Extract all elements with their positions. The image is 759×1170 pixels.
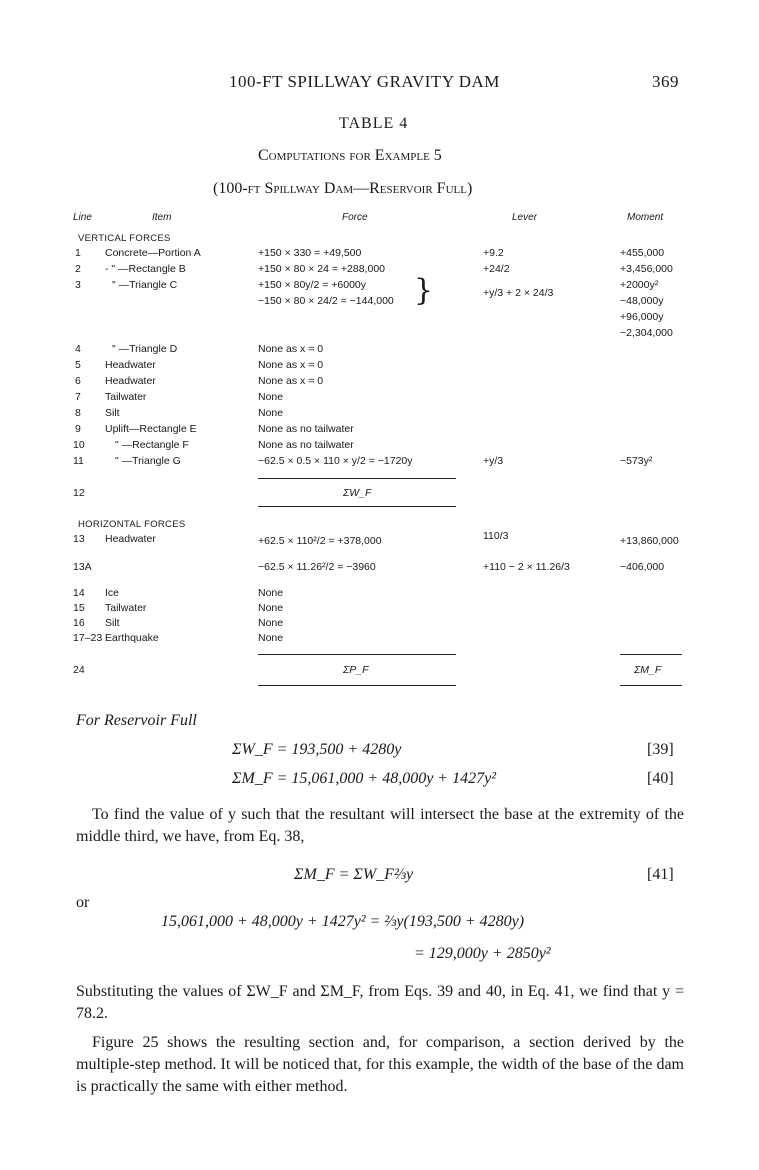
section-vertical: VERTICAL FORCES	[78, 233, 171, 244]
running-title: 100-FT SPILLWAY GRAVITY DAM	[229, 72, 500, 91]
section-horizontal: HORIZONTAL FORCES	[78, 519, 186, 530]
total-rule-bottom-force	[258, 685, 456, 686]
row1-force: +150 × 330 = +49,500	[258, 247, 362, 259]
row24-force: ΣP_F	[343, 664, 369, 676]
row24-moment: ΣM_F	[634, 664, 662, 676]
col-line: Line	[73, 212, 92, 223]
row15-line: 15	[73, 602, 85, 614]
paragraph-2: Substituting the values of ΣW_F and ΣM_F, from Eqs. 39 and 40, in Eq. 41, we find that y = 78.2.	[76, 983, 684, 1022]
table-subcaption: (100-ft Spillway Dam—Reservoir Full)	[213, 180, 473, 197]
col-force: Force	[342, 212, 368, 223]
row13-line: 13	[73, 533, 85, 545]
col-moment: Moment	[627, 212, 664, 223]
equation-39-number: [39]	[647, 741, 674, 758]
row4-line: 4	[75, 343, 81, 355]
row11-item: " —Triangle G	[115, 455, 181, 467]
row9-line: 9	[75, 423, 81, 435]
equation-40-number: [40]	[647, 770, 674, 787]
row24-line: 24	[73, 664, 85, 676]
row11-moment: −573y²	[620, 455, 653, 467]
row16-item: Silt	[105, 617, 120, 629]
for-reservoir-heading: For Reservoir Full	[76, 712, 197, 729]
col-item: Item	[152, 212, 172, 223]
row10-item: " —Rectangle F	[115, 439, 189, 451]
row2-moment: +3,456,000	[620, 263, 673, 275]
row11-line: 11	[73, 455, 84, 467]
equation-41: ΣM_F = ΣW_F⅔y	[294, 866, 414, 883]
paragraph-1: To find the value of y such that the resultant will intersect the base at the extremity of the middle third, we have, from Eq. 38,	[76, 806, 684, 845]
row13-item: Headwater	[105, 533, 156, 545]
row6-line: 6	[75, 375, 81, 387]
row13a-moment: −406,000	[620, 561, 665, 573]
total-rule-bottom-moment	[620, 685, 682, 686]
row14-item: Ice	[105, 587, 120, 599]
equation-41-number: [41]	[647, 866, 674, 883]
row14-line: 14	[73, 587, 85, 599]
col-lever: Lever	[512, 212, 538, 223]
row15-item: Tailwater	[105, 602, 147, 614]
row5-line: 5	[75, 359, 81, 371]
row9-item: Uplift—Rectangle E	[105, 423, 197, 435]
equation-39: ΣW_F = 193,500 + 4280y	[232, 741, 402, 758]
row17-line: 17–23	[73, 632, 103, 644]
row13-lever: 110/3	[483, 530, 509, 542]
or-word: or	[76, 894, 90, 911]
row13a-line: 13A	[73, 561, 92, 573]
row3-moment-c: +96,000y	[620, 311, 664, 323]
row1-line: 1	[75, 247, 81, 259]
row2-line: 2	[75, 263, 81, 275]
page-number: 369	[652, 72, 679, 91]
row13a-force: −62.5 × 11.26²/2 = −3960	[258, 561, 376, 573]
row9-force: None as no tailwater	[258, 423, 354, 435]
total-rule-top-force	[258, 654, 456, 655]
total-rule-top-moment	[620, 654, 682, 655]
row16-force: None	[258, 617, 284, 629]
sum-rule-top	[258, 478, 456, 479]
row1-item: Concrete—Portion A	[105, 247, 201, 259]
equation-42-line1: 15,061,000 + 48,000y + 1427y² = ⅔y(193,500 + 4280y)	[161, 913, 525, 930]
row3-moment-a: +2000y²	[620, 279, 659, 291]
row10-force: None as no tailwater	[258, 439, 354, 451]
row6-item: Headwater	[105, 375, 156, 387]
row12-force: ΣW_F	[343, 487, 372, 499]
equation-42-line2: = 129,000y + 2850y²	[414, 945, 551, 962]
row2-force: +150 × 80 × 24 = +288,000	[258, 263, 385, 275]
row8-item: Silt	[105, 407, 120, 419]
table-number: TABLE 4	[339, 115, 409, 132]
equation-40: ΣM_F = 15,061,000 + 48,000y + 1427y²	[232, 770, 496, 787]
row13a-lever: +110 − 2 × 11.26/3	[483, 561, 570, 573]
row4-force: None as x = 0	[258, 343, 324, 355]
row1-moment: +455,000	[620, 247, 665, 259]
sum-rule-bottom	[258, 506, 456, 507]
row3-line: 3	[75, 279, 81, 291]
row5-item: Headwater	[105, 359, 156, 371]
row12-line: 12	[73, 487, 85, 499]
row2-item: - " —Rectangle B	[105, 263, 186, 275]
row1-lever: +9.2	[483, 247, 504, 259]
row8-line: 8	[75, 407, 81, 419]
row7-force: None	[258, 391, 284, 403]
row16-line: 16	[73, 617, 85, 629]
table-caption: Computations for Example 5	[258, 147, 442, 164]
row7-item: Tailwater	[105, 391, 147, 403]
row11-force: −62.5 × 0.5 × 110 × y/2 = −1720y	[258, 455, 413, 467]
row3-lever: +y/3 + 2 × 24/3	[483, 287, 554, 299]
row3-item: " —Triangle C	[112, 279, 178, 291]
row6-force: None as x = 0	[258, 375, 324, 387]
row11-lever: +y/3	[483, 455, 504, 467]
row14-force: None	[258, 587, 284, 599]
row13-moment: +13,860,000	[620, 535, 679, 547]
row5-force: None as x = 0	[258, 359, 324, 371]
row3-moment-b: −48,000y	[620, 295, 664, 307]
row3-moment-d: −2,304,000	[620, 327, 673, 339]
row2-lever: +24/2	[483, 263, 510, 275]
row10-line: 10	[73, 439, 85, 451]
row8-force: None	[258, 407, 284, 419]
paragraph-3: Figure 25 shows the resulting section and, for comparison, a section derived by the multiple-step method. It will be noticed that, for this example, the width of the base of the dam is practically the same with either method.	[76, 1034, 684, 1095]
row4-item: " —Triangle D	[112, 343, 178, 355]
row13-force: +62.5 × 110²/2 = +378,000	[258, 535, 382, 547]
row17-force: None	[258, 632, 284, 644]
row15-force: None	[258, 602, 284, 614]
row3-force-b: −150 × 80 × 24/2 = −144,000	[258, 295, 394, 307]
row3-force-a: +150 × 80y/2 = +6000y	[258, 279, 367, 291]
row17-item: Earthquake	[105, 632, 159, 644]
row7-line: 7	[75, 391, 81, 403]
brace-icon: }	[414, 273, 434, 308]
